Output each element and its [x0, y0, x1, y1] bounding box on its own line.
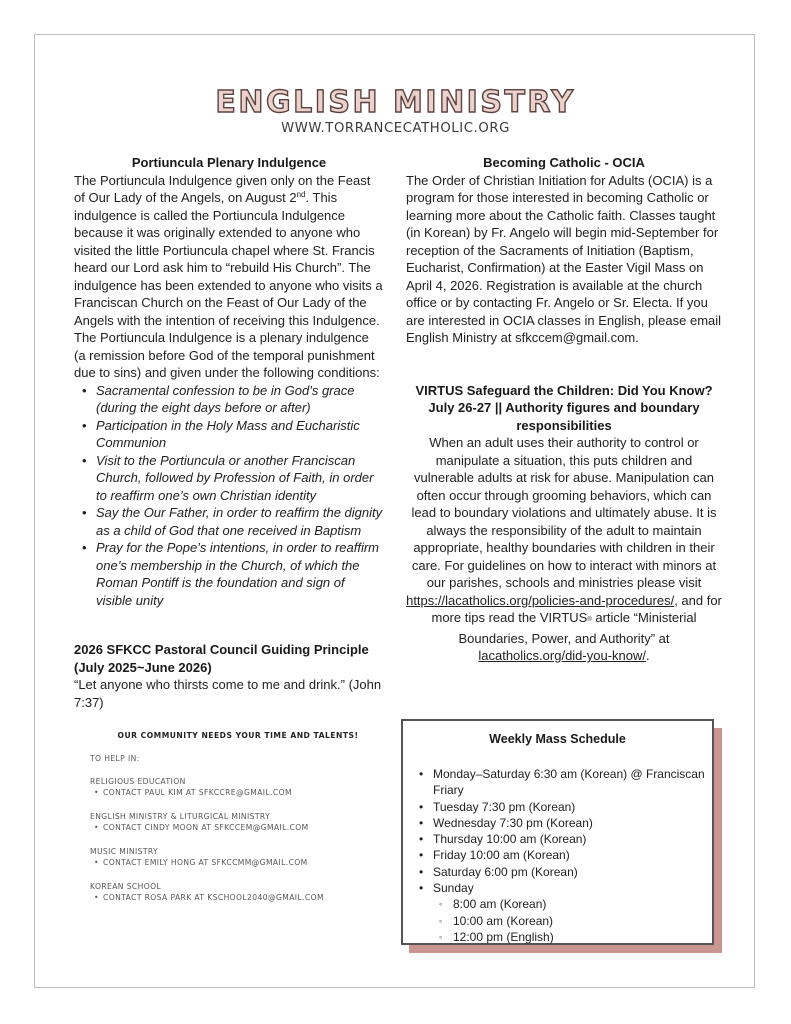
bullet-icon: •	[94, 858, 99, 867]
circle-bullet-icon: ◦	[439, 899, 443, 910]
mass-item	[419, 847, 712, 863]
bullet-icon: •	[419, 832, 424, 847]
bullet-icon: •	[419, 799, 424, 814]
mass-item-text: Tuesday 7:30 pm (Korean)	[433, 799, 576, 814]
virtus-title: VIRTUS Safeguard the Children: Did You Know? July 26-27 || Authority figures and boundary responsibilities	[415, 382, 713, 433]
masthead-title: ENGLISH MINISTRY	[215, 85, 576, 120]
contact-text[interactable]: CONTACT EMILY HONG AT SFKCCMM@GMAIL.COM	[103, 858, 308, 867]
virtus-text: When an adult uses their authority to control or manipulate a situation, this puts children and vulnerable adults at risk for abuse. Manipulation can often occur through grooming behaviors, which can lead to boundary violations and ultimately abuse. It is always the responsibility of the adult to maintain appropriate, healthy boundaries with children in their care. For guidelines on how to interact with minors at our parishes, schools and ministries please visit	[411, 435, 717, 590]
condition-text: Participation in the Holy Mass and Eucharistic Communion	[96, 417, 360, 450]
ocia-body: The Order of Christian Initiation for Adults (OCIA) is a program for those interested in becoming Catholic or learning more about the Catholic faith. Classes taught (in Korean) by Fr. Angelo will begin mid-September for reception of the Sacraments of Initiation (Baptism, Eucharist, Confirmation) at the Easter Vigil Mass on April 4, 2026. Registration is available at the church office or by contacting Fr. Angelo or Sr. Electa. If you are interested in OCIA classes in English, please email English Ministry at sfkccem@gmail.com.	[406, 172, 722, 345]
ocia-section	[406, 154, 722, 347]
sunday-mass-text: 10:00 am (Korean)	[453, 913, 554, 928]
ministry-contact[interactable]	[90, 822, 380, 833]
registered-mark: ®	[587, 617, 592, 623]
bullet-icon: •	[94, 823, 99, 832]
bullet-icon: •	[419, 848, 424, 863]
bullet-icon: •	[419, 815, 424, 830]
sunday-mass-text: 8:00 am (Korean)	[453, 897, 547, 912]
contact-text[interactable]: CONTACT CINDY MOON AT SFKCCEM@GMAIL.COM	[103, 823, 309, 832]
council-title: 2026 SFKCC Pastoral Council Guiding Principle (July 2025~June 2026)	[74, 642, 369, 675]
needs-title: OUR COMMUNITY NEEDS YOUR TIME AND TALENTS!	[117, 731, 359, 740]
bullet-icon: •	[82, 540, 87, 555]
mass-item	[419, 831, 712, 847]
condition-item	[82, 452, 384, 505]
bullet-icon: •	[82, 505, 87, 520]
sunday-mass-item	[439, 929, 712, 945]
indulgence-section	[74, 154, 384, 609]
ocia-title: Becoming Catholic - OCIA	[483, 155, 645, 170]
mass-schedule-title: Weekly Mass Schedule	[489, 732, 626, 746]
indulgence-intro-text: The Portiuncula Indulgence given only on the Feast of Our Lady of the Angels, on August 2	[74, 172, 371, 205]
council-section	[74, 641, 384, 711]
indulgence-title: Portiuncula Plenary Indulgence	[131, 155, 327, 170]
virtus-text: .	[646, 648, 650, 663]
needs-group	[90, 846, 380, 868]
contact-text[interactable]: CONTACT ROSA PARK AT KSCHOOL2040@GMAIL.COM	[103, 893, 324, 902]
sunday-mass-text: 12:00 pm (English)	[453, 929, 554, 944]
ministry-contact[interactable]	[90, 787, 380, 798]
bullet-icon: •	[82, 382, 87, 398]
indulgence-intro-text-cont: . This indulgence is called the Portiuncula Indulgence because it was originally extended to anyone who visited the little Portiuncula chapel where St. Francis heard our Lord ask him to “rebuild His Church”. The indulgence has been extended to anyone who visits a Franciscan Church on the Feast of Our Lady of the Angels with the intention of receiving this Indulgence. The Portiuncula Indulgence is a plenary indulgence (a remission before God of the temporal punishment due to sins) and given under the following conditions:	[74, 190, 383, 380]
mass-item-text: Friday 10:00 am (Korean)	[433, 848, 570, 863]
mass-item-sunday	[419, 880, 712, 945]
mass-item-text: Sunday	[433, 881, 474, 896]
mass-item-text: Thursday 10:00 am (Korean)	[433, 832, 587, 847]
condition-item	[82, 417, 384, 452]
sunday-mass-list	[433, 896, 712, 945]
mass-schedule-box	[401, 719, 714, 945]
mass-schedule-list	[403, 766, 712, 945]
contact-text[interactable]: CONTACT PAUL KIM AT SFKCCRE@GMAIL.COM	[103, 788, 292, 797]
sunday-mass-item	[439, 913, 712, 929]
mass-item	[419, 864, 712, 880]
bullet-icon: •	[82, 452, 87, 468]
bullet-icon: •	[94, 893, 99, 902]
condition-text: Say the Our Father, in order to reaffirm the dignity as a child of God that one received in Baptism	[96, 505, 383, 538]
mass-item-text: Wednesday 7:30 pm (Korean)	[433, 815, 593, 830]
needs-group	[90, 811, 380, 833]
volunteer-needs	[90, 731, 380, 903]
condition-text: Pray for the Pope’s intentions, in order to reaffirm one’s membership in the Church, of which the Roman Pontiff is the foundation and sign of visible unity	[96, 540, 380, 608]
bullet-icon: •	[419, 767, 424, 781]
needs-subtitle: TO HELP IN:	[90, 754, 140, 763]
needs-group	[90, 881, 380, 903]
condition-text: Visit to the Portiuncula or another Franciscan Church, followed by Profession of Faith, in order to reaffirm one’s own Christian identity	[96, 452, 374, 503]
conditions-list	[74, 382, 384, 610]
virtus-text: article “Ministerial Boundaries, Power, and Authority” at	[458, 610, 697, 646]
condition-text: Sacramental confession to be in God’s grace (during the eight days before or after)	[96, 382, 355, 415]
indulgence-intro	[74, 172, 384, 382]
ministry-contact[interactable]	[90, 892, 380, 903]
council-quote: “Let anyone who thirsts come to me and drink.” (John 7:37)	[74, 677, 382, 710]
ordinal-suffix: nd	[296, 190, 306, 199]
policies-link[interactable]: https://lacatholics.org/policies-and-procedures/	[406, 592, 675, 608]
circle-bullet-icon: ◦	[439, 915, 443, 926]
left-column	[74, 154, 384, 711]
mass-item	[419, 799, 712, 815]
bullet-icon: •	[82, 417, 87, 433]
masthead-url[interactable]: WWW.TORRANCECATHOLIC.ORG	[281, 121, 510, 136]
virtus-body	[406, 434, 722, 665]
ministry-name: ENGLISH MINISTRY & LITURGICAL MINISTRY	[90, 812, 271, 821]
circle-bullet-icon: ◦	[439, 931, 443, 942]
right-column	[406, 154, 722, 665]
ministry-name: RELIGIOUS EDUCATION	[90, 777, 186, 786]
bullet-icon: •	[94, 788, 99, 797]
bullet-icon: •	[419, 864, 424, 879]
bullet-icon: •	[419, 881, 424, 896]
ministry-name: MUSIC MINISTRY	[90, 847, 159, 856]
needs-group	[90, 776, 380, 798]
sunday-mass-item	[439, 896, 712, 912]
mass-item	[419, 766, 712, 799]
mass-item	[419, 815, 712, 831]
did-you-know-link[interactable]: lacatholics.org/did-you-know/	[478, 648, 646, 663]
mass-item-text: Saturday 6:00 pm (Korean)	[433, 864, 578, 879]
virtus-text: , and for more tips read the VIRTUS	[431, 592, 722, 625]
ministry-contact[interactable]	[90, 857, 380, 868]
condition-item	[82, 382, 384, 417]
ministry-name: KOREAN SCHOOL	[90, 882, 162, 891]
mass-item-text: Monday–Saturday 6:30 am (Korean) @ Franciscan Friary	[433, 767, 705, 798]
virtus-section	[406, 382, 722, 665]
masthead	[0, 86, 791, 138]
condition-item	[82, 539, 384, 609]
condition-item	[82, 504, 384, 539]
